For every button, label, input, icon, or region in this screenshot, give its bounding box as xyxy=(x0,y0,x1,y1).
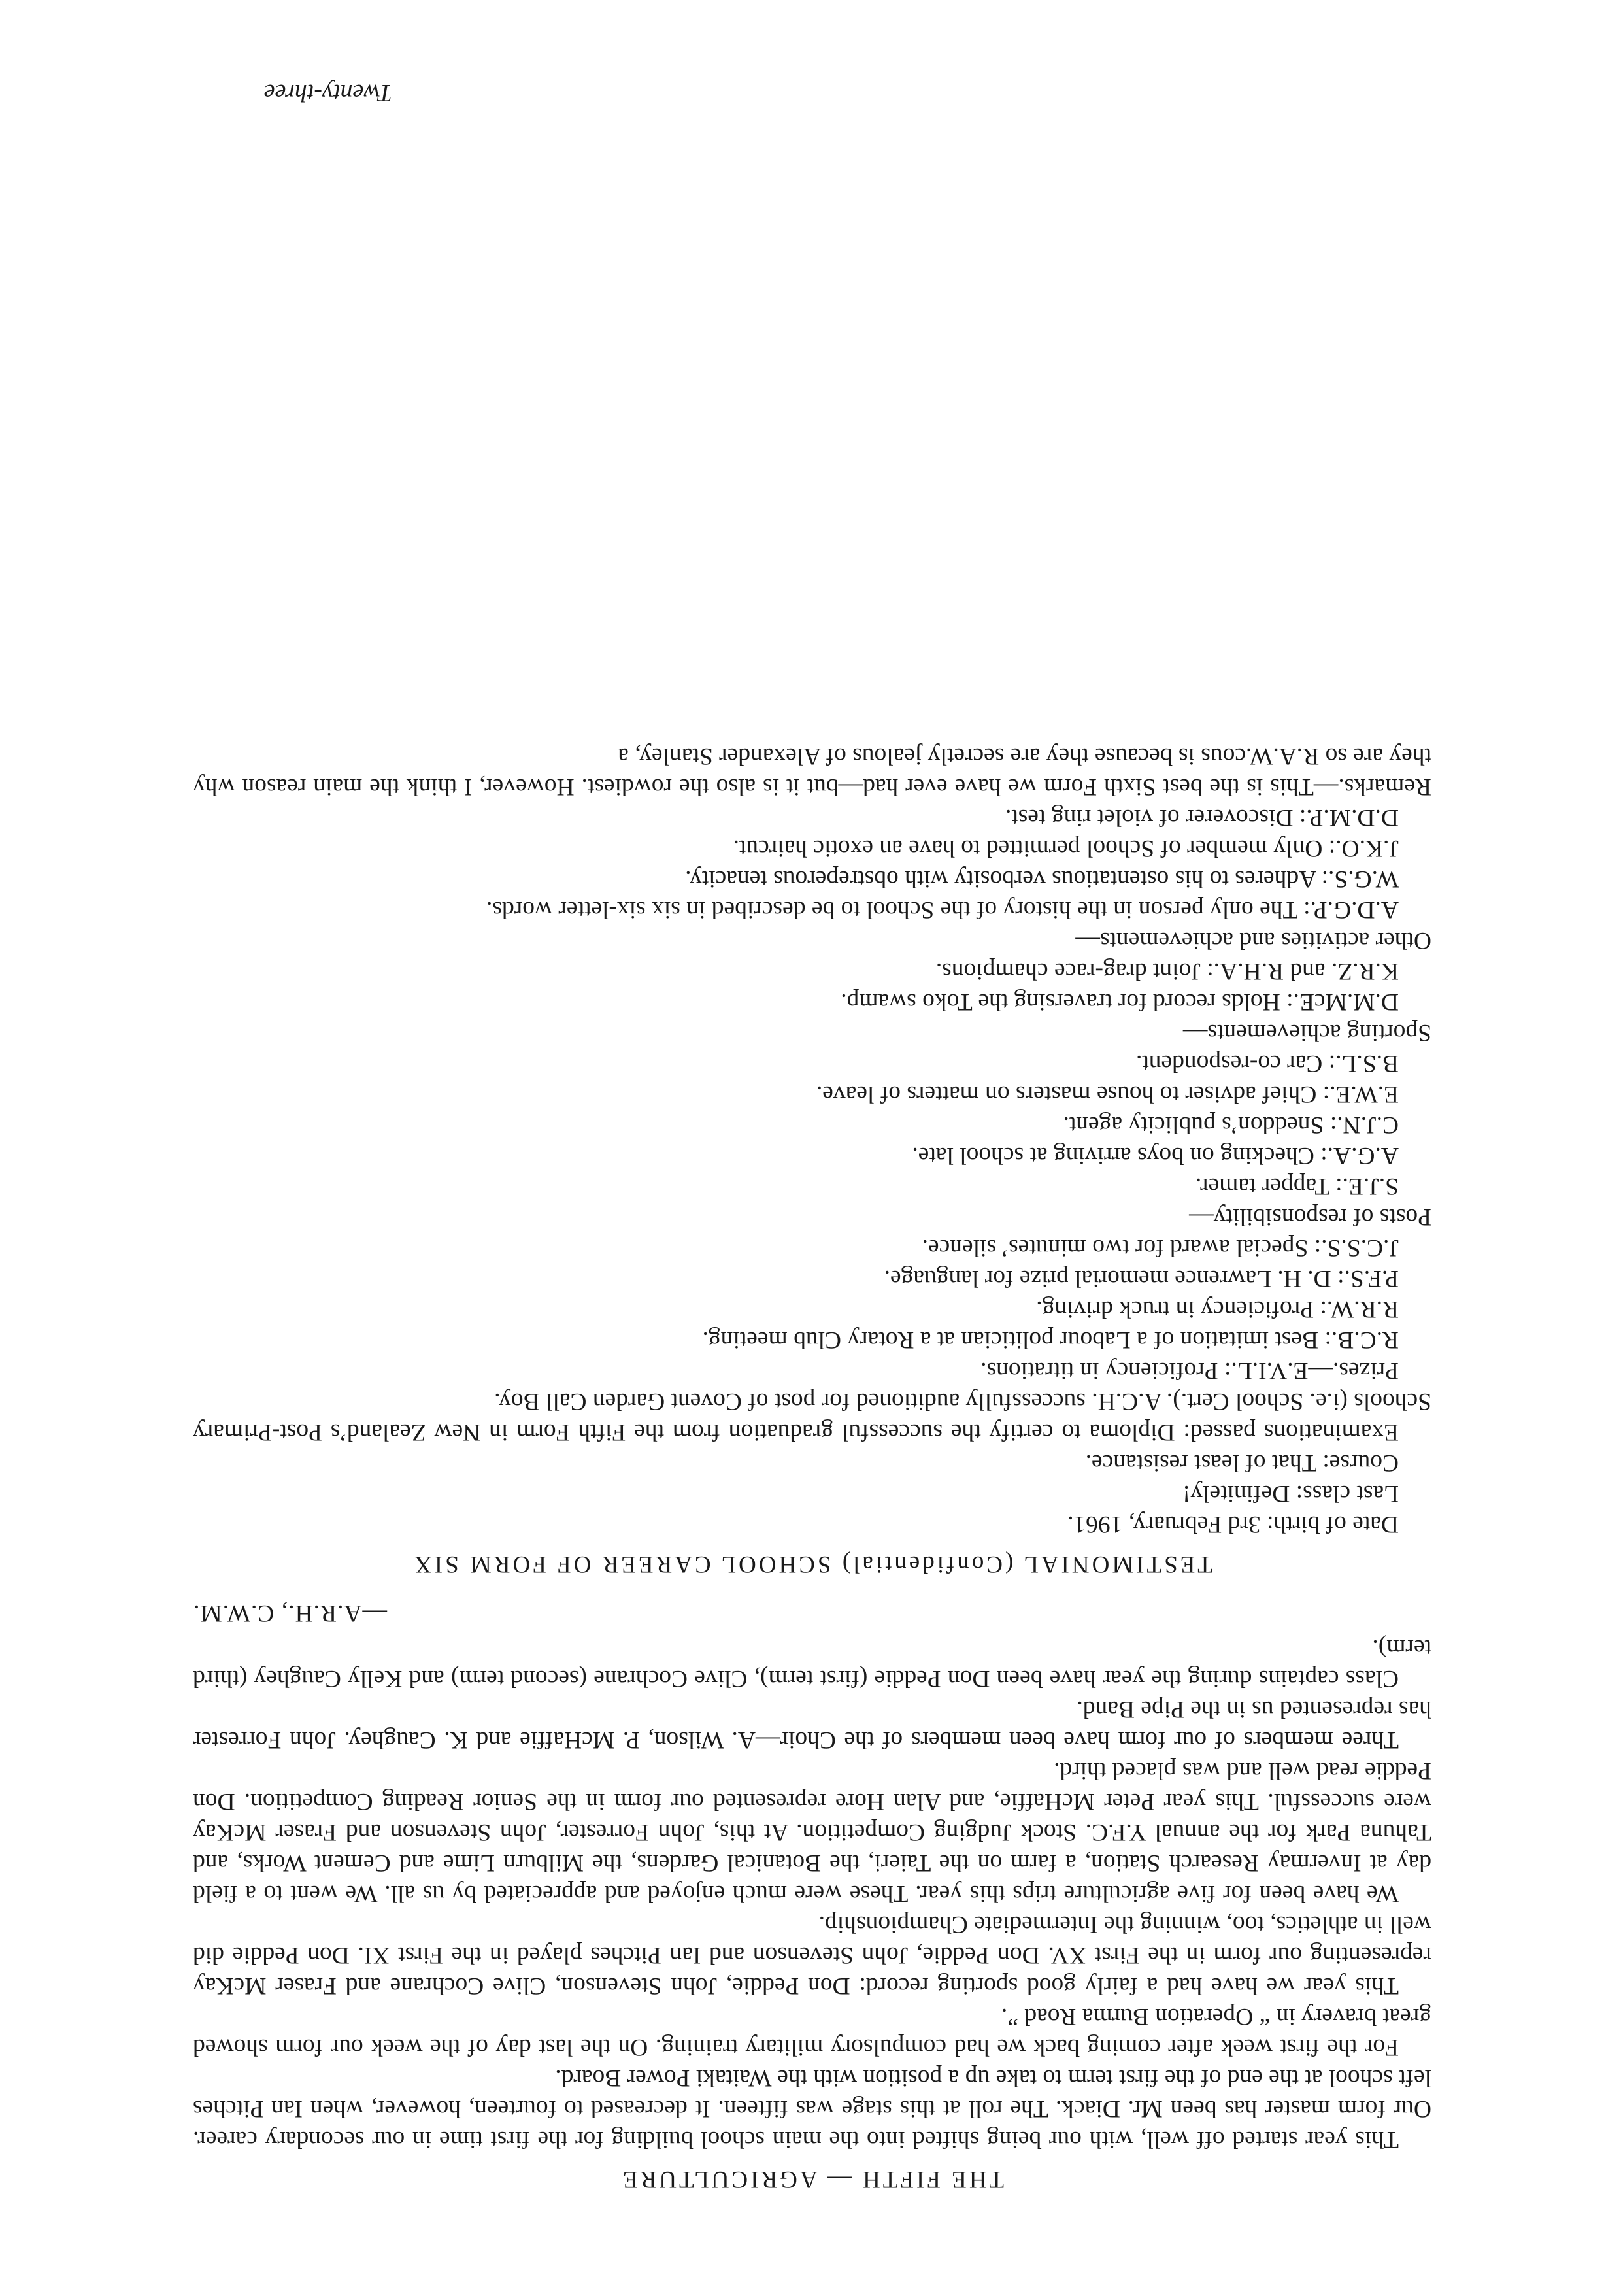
other-line: J.K.O.: Only member of School permitted to have an exotic haircut. xyxy=(733,835,1399,862)
sporting-heading: Sporting achievements— xyxy=(1182,1019,1431,1046)
article-signature: —A.R.H., C.W.M. xyxy=(193,1600,387,1627)
prize-line: R.C.B.: Best imitation of a Labour politician at a Rotary Club meeting. xyxy=(702,1326,1399,1353)
prize-line: R.R.W.: Proficiency in truck driving. xyxy=(1036,1296,1399,1323)
testimonial-line: Last class: Definitely! xyxy=(1182,1480,1399,1507)
other-line: A.D.G.P.: The only person in the history of the School to be described in six six-letter words. xyxy=(486,896,1399,923)
paragraph: We have been for five agriculture trips this year. These were much enjoyed and appreciated by us all. We went to a field day at Invermay Research Station, a farm on the Taieri, the Botanical Gardens, the Milburn Lime and Cement Works, and Tahuna Park for the annual Y.F.C. Stock Judging Competition. At this, John Forrester, John Stevenson and Fraser McKay were successful. This year Peter McHaffie, and Alan Hore represented our form in the Senior Reading Competition. Don Peddie read well and was placed third. xyxy=(193,1757,1431,1907)
paragraph: Class captains during the year have been Don Peddie (first term), Clive Cochrane (second term) and Kelly Caughey (third term). xyxy=(193,1634,1431,1692)
sporting-line: D.M.McE.: Holds record for traversing the Toko swamp. xyxy=(841,988,1399,1015)
prize-line: Prizes.—E.V.I.L.: Proficiency in titrations. xyxy=(980,1357,1399,1384)
prize-line: P.F.S.: D. H. Lawrence memorial prize for language. xyxy=(884,1265,1399,1292)
post-line: B.S.L.: Car co-respondent. xyxy=(1135,1050,1399,1077)
page-number: Twenty-three xyxy=(263,79,392,107)
article-title-testimonial: TESTIMONIAL (Confidential) SCHOOL CAREER OF FORM SIX xyxy=(412,1551,1212,1578)
paragraph: For the first week after coming back we had compulsory military training. On the last day of the week our form showed great bravery in “ Operation Burma Road ”. xyxy=(193,2003,1431,2061)
article-title-agriculture: THE FIFTH — AGRICULTURE xyxy=(620,2166,1005,2193)
examinations-paragraph: Examinations passed: Diploma to certify the successful graduation from the Fifth Form in New Zealand’s Post-Primary Schools (i.e. School Cert.). A.C.H. successfully auditioned for post of Covent Garden Call Boy. xyxy=(193,1388,1431,1445)
paragraph: Three members of our form have been members of the Choir—A. Wilson, P. McHaffie and K. Caughey. John Forrester has represented us in the Pipe Band. xyxy=(193,1696,1431,1753)
testimonial-line: Course: That of least resistance. xyxy=(1085,1449,1399,1476)
paragraph: This year started off well, with our being shifted into the main school building for the first time in our secondary career. Our form master has been Mr. Diack. The roll at this stage was fifteen. It decreased to fourteen, however, when Ian Pitches left school at the end of the first term to take up a position with the Waitaki Power Board. xyxy=(193,2065,1431,2153)
post-line: E.W.E.: Chief adviser to house masters on matters of leave. xyxy=(816,1081,1399,1107)
other-line: D.D.M.P.: Discoverer of violet ring test. xyxy=(1005,804,1399,831)
other-heading: Other activities and achievements— xyxy=(1075,927,1431,954)
post-line: C.J.N.: Sneddon’s publicity agent. xyxy=(1063,1111,1399,1138)
page-content xyxy=(193,741,1431,2195)
remarks-paragraph: Remarks.—This is the best Sixth Form we have ever had—but it is also the rowdiest. However, I think the main reason why they are so R.A.W.cous is because they are secretly jealous of Alexander Stanley, a xyxy=(193,743,1431,800)
other-line: W.G.S.: Adheres to his ostentatious verbosity with obstreperous tenacity. xyxy=(685,866,1399,892)
sporting-line: K.R.Z. and R.H.A.: Joint drag-race champions. xyxy=(935,958,1399,985)
post-line: S.J.E.: Tapper tamer. xyxy=(1195,1173,1399,1200)
posts-heading: Posts of responsibility— xyxy=(1189,1204,1431,1230)
testimonial-line: Date of birth: 3rd February, 1961. xyxy=(1067,1511,1399,1538)
paragraph: This year we have had a fairly good sporting record: Don Peddie, John Stevenson, Clive Cochrane and Fraser McKay representing our form in the First XV. Don Peddie, John Stevenson and Ian Pitches played in the First XI. Don Peddie did well in athletics, too, winning the Intermediate Championship. xyxy=(193,1911,1431,1999)
post-line: A.G.A.: Checking on boys arriving at school late. xyxy=(912,1142,1399,1169)
prize-line: J.C.S.S.: Special award for two minutes’ silence. xyxy=(922,1234,1399,1261)
